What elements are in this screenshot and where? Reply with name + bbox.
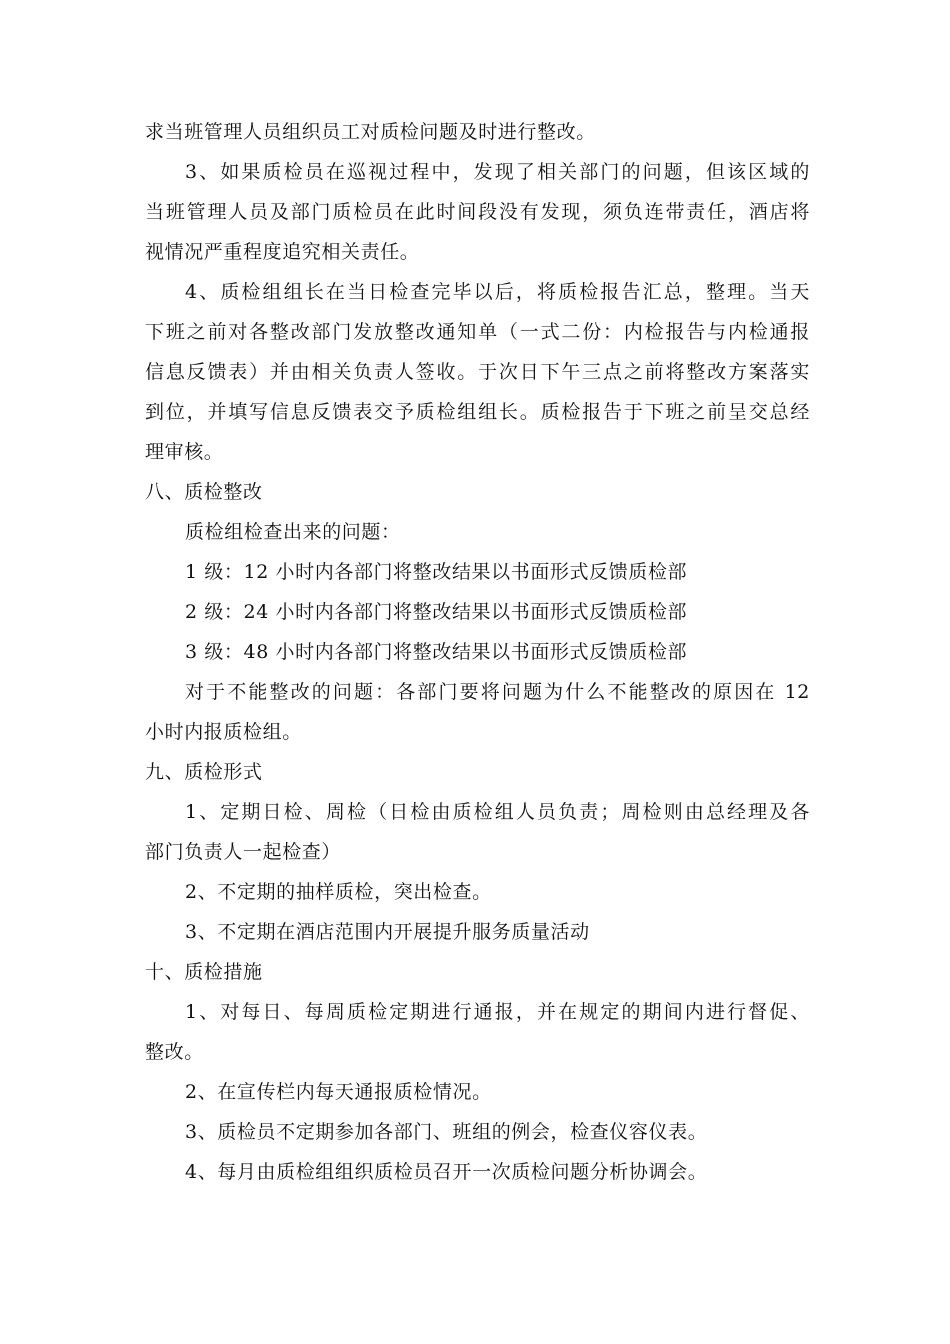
section-heading-10: 十、质检措施: [145, 961, 263, 983]
paragraph-line-27: 4、每月由质检组组织质检员召开一次质检问题分析协调会。: [185, 1161, 708, 1183]
document-body: [145, 112, 810, 1192]
paragraph-line-6: 下班之前对各整改部门发放整改通知单（一式二份：内检报告与内检通报: [145, 321, 810, 343]
paragraph-line-2: 3、如果质检员在巡视过程中，发现了相关部门的问题，但该区域的: [185, 161, 810, 183]
paragraph-line-1: 求当班管理人员组织员工对质检问题及时进行整改。: [145, 121, 596, 143]
paragraph-line-7: 信息反馈表）并由相关负责人签收。于次日下午三点之前将整改方案落实: [145, 361, 810, 383]
paragraph-line-18: 1、定期日检、周检（日检由质检组人员负责；周检则由总经理及各: [185, 801, 810, 823]
section-heading-8: 八、质检整改: [145, 481, 263, 503]
paragraph-line-25: 2、在宣传栏内每天通报质检情况。: [185, 1081, 492, 1103]
paragraph-line-24: 整改。: [145, 1041, 204, 1063]
level-1-item: 1 级：12 小时内各部门将整改结果以书面形式反馈质检部: [185, 561, 688, 583]
paragraph-line-11: 质检组检查出来的问题：: [185, 521, 401, 543]
paragraph-line-9: 理审核。: [145, 441, 224, 463]
level-3-item: 3 级：48 小时内各部门将整改结果以书面形式反馈质检部: [185, 641, 688, 663]
level-2-item: 2 级：24 小时内各部门将整改结果以书面形式反馈质检部: [185, 601, 688, 623]
section-heading-9: 九、质检形式: [145, 761, 263, 783]
paragraph-line-19: 部门负责人一起检查）: [145, 841, 342, 863]
paragraph-line-20: 2、不定期的抽样质检，突出检查。: [185, 881, 492, 903]
paragraph-line-8: 到位，并填写信息反馈表交予质检组组长。质检报告于下班之前呈交总经: [145, 401, 810, 423]
paragraph-line-15: 对于不能整改的问题：各部门要将问题为什么不能整改的原因在 12: [185, 681, 810, 703]
paragraph-line-3: 当班管理人员及部门质检员在此时间段没有发现，须负连带责任，酒店将: [145, 201, 810, 223]
paragraph-line-16: 小时内报质检组。: [145, 721, 302, 743]
paragraph-line-23: 1、对每日、每周质检定期进行通报，并在规定的期间内进行督促、: [185, 1001, 810, 1023]
paragraph-line-5: 4、质检组组长在当日检查完毕以后，将质检报告汇总，整理。当天: [185, 281, 810, 303]
paragraph-line-26: 3、质检员不定期参加各部门、班组的例会，检查仪容仪表。: [185, 1121, 708, 1143]
paragraph-line-4: 视情况严重程度追究相关责任。: [145, 241, 420, 263]
paragraph-line-21: 3、不定期在酒店范围内开展提升服务质量活动: [185, 921, 590, 943]
